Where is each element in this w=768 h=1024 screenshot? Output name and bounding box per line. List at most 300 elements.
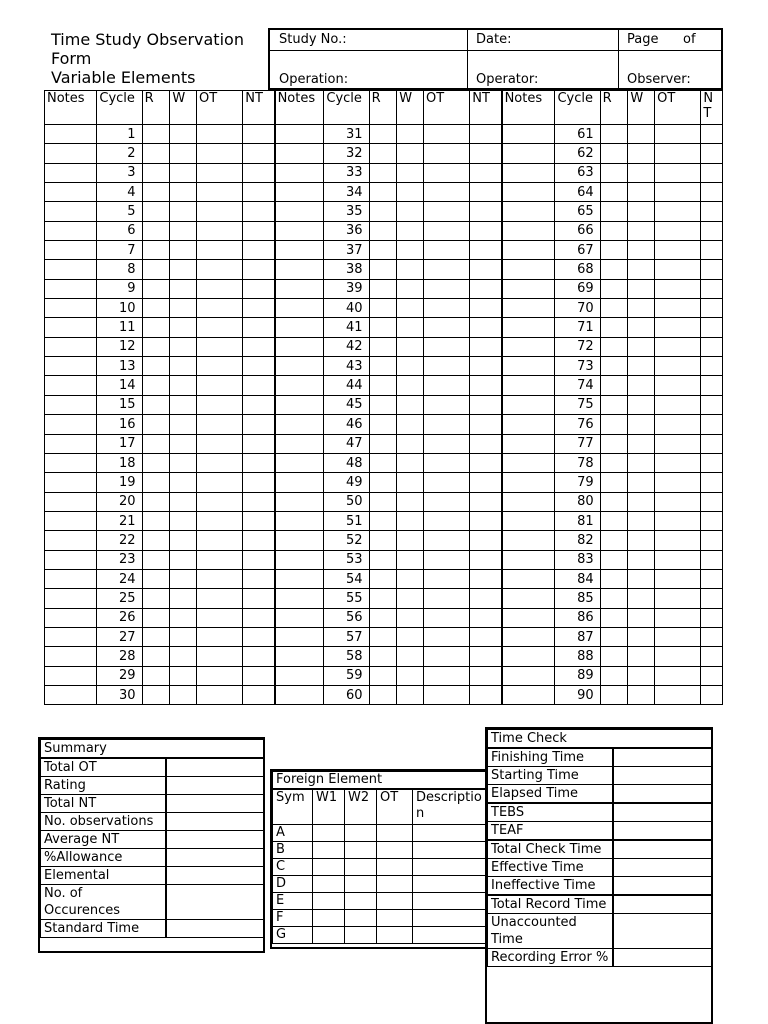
- entry-cell[interactable]: [243, 569, 275, 588]
- entry-cell[interactable]: [170, 531, 197, 550]
- entry-cell[interactable]: [470, 473, 502, 492]
- entry-cell[interactable]: [600, 279, 628, 298]
- entry-cell[interactable]: [397, 608, 424, 627]
- entry-cell[interactable]: [628, 608, 655, 627]
- entry-cell[interactable]: [470, 492, 502, 511]
- entry-cell[interactable]: [655, 202, 701, 221]
- entry-cell[interactable]: [470, 627, 502, 646]
- entry-cell[interactable]: [628, 241, 655, 260]
- entry-cell[interactable]: [600, 627, 628, 646]
- entry-cell[interactable]: [170, 589, 197, 608]
- page-label[interactable]: Page: [627, 32, 659, 47]
- entry-cell[interactable]: [369, 685, 397, 704]
- entry-cell[interactable]: [470, 337, 502, 356]
- entry-cell[interactable]: [275, 608, 324, 627]
- entry-cell[interactable]: [397, 125, 424, 144]
- entry-cell[interactable]: [701, 183, 723, 202]
- entry-cell[interactable]: [470, 260, 502, 279]
- entry-cell[interactable]: [628, 666, 655, 685]
- entry-cell[interactable]: [275, 163, 324, 182]
- entry-cell[interactable]: [701, 163, 723, 182]
- entry-cell[interactable]: [197, 241, 243, 260]
- entry-cell[interactable]: [470, 453, 502, 472]
- entry-cell[interactable]: [470, 279, 502, 298]
- entry-cell[interactable]: [142, 569, 170, 588]
- summary-value-cell[interactable]: [166, 831, 264, 849]
- operator-label[interactable]: Operator:: [476, 72, 539, 87]
- entry-cell[interactable]: [502, 473, 555, 492]
- foreign-entry-cell[interactable]: [377, 910, 413, 927]
- entry-cell[interactable]: [628, 511, 655, 530]
- entry-cell[interactable]: [275, 569, 324, 588]
- entry-cell[interactable]: [142, 511, 170, 530]
- entry-cell[interactable]: [275, 395, 324, 414]
- entry-cell[interactable]: [197, 511, 243, 530]
- entry-cell[interactable]: [701, 473, 723, 492]
- entry-cell[interactable]: [170, 627, 197, 646]
- foreign-entry-cell[interactable]: [313, 859, 345, 876]
- entry-cell[interactable]: [170, 434, 197, 453]
- entry-cell[interactable]: [369, 531, 397, 550]
- entry-cell[interactable]: [502, 279, 555, 298]
- entry-cell[interactable]: [424, 337, 470, 356]
- entry-cell[interactable]: [424, 125, 470, 144]
- entry-cell[interactable]: [502, 299, 555, 318]
- entry-cell[interactable]: [502, 531, 555, 550]
- entry-cell[interactable]: [45, 318, 97, 337]
- entry-cell[interactable]: [655, 415, 701, 434]
- entry-cell[interactable]: [502, 260, 555, 279]
- entry-cell[interactable]: [369, 144, 397, 163]
- entry-cell[interactable]: [628, 163, 655, 182]
- entry-cell[interactable]: [600, 569, 628, 588]
- entry-cell[interactable]: [655, 357, 701, 376]
- entry-cell[interactable]: [600, 473, 628, 492]
- entry-cell[interactable]: [600, 608, 628, 627]
- entry-cell[interactable]: [142, 453, 170, 472]
- entry-cell[interactable]: [600, 589, 628, 608]
- entry-cell[interactable]: [424, 608, 470, 627]
- entry-cell[interactable]: [628, 647, 655, 666]
- entry-cell[interactable]: [655, 221, 701, 240]
- entry-cell[interactable]: [628, 531, 655, 550]
- entry-cell[interactable]: [424, 357, 470, 376]
- entry-cell[interactable]: [502, 241, 555, 260]
- entry-cell[interactable]: [243, 608, 275, 627]
- foreign-entry-cell[interactable]: [313, 825, 345, 842]
- entry-cell[interactable]: [701, 279, 723, 298]
- foreign-entry-cell[interactable]: [413, 927, 489, 944]
- entry-cell[interactable]: [600, 183, 628, 202]
- entry-cell[interactable]: [170, 144, 197, 163]
- entry-cell[interactable]: [197, 163, 243, 182]
- entry-cell[interactable]: [197, 492, 243, 511]
- entry-cell[interactable]: [397, 492, 424, 511]
- entry-cell[interactable]: [197, 473, 243, 492]
- entry-cell[interactable]: [424, 376, 470, 395]
- entry-cell[interactable]: [243, 492, 275, 511]
- entry-cell[interactable]: [424, 492, 470, 511]
- entry-cell[interactable]: [655, 125, 701, 144]
- entry-cell[interactable]: [628, 202, 655, 221]
- entry-cell[interactable]: [142, 144, 170, 163]
- entry-cell[interactable]: [628, 550, 655, 569]
- entry-cell[interactable]: [628, 183, 655, 202]
- entry-cell[interactable]: [655, 163, 701, 182]
- entry-cell[interactable]: [701, 531, 723, 550]
- entry-cell[interactable]: [470, 647, 502, 666]
- entry-cell[interactable]: [701, 125, 723, 144]
- entry-cell[interactable]: [701, 647, 723, 666]
- entry-cell[interactable]: [655, 685, 701, 704]
- entry-cell[interactable]: [424, 395, 470, 414]
- entry-cell[interactable]: [275, 241, 324, 260]
- entry-cell[interactable]: [424, 685, 470, 704]
- summary-value-cell[interactable]: [166, 758, 264, 777]
- entry-cell[interactable]: [628, 299, 655, 318]
- entry-cell[interactable]: [243, 260, 275, 279]
- entry-cell[interactable]: [275, 685, 324, 704]
- entry-cell[interactable]: [600, 125, 628, 144]
- entry-cell[interactable]: [369, 125, 397, 144]
- entry-cell[interactable]: [600, 318, 628, 337]
- entry-cell[interactable]: [275, 511, 324, 530]
- entry-cell[interactable]: [424, 434, 470, 453]
- entry-cell[interactable]: [628, 260, 655, 279]
- entry-cell[interactable]: [243, 144, 275, 163]
- study-no-label[interactable]: Study No.:: [279, 32, 347, 47]
- entry-cell[interactable]: [197, 415, 243, 434]
- entry-cell[interactable]: [600, 550, 628, 569]
- entry-cell[interactable]: [397, 279, 424, 298]
- entry-cell[interactable]: [470, 241, 502, 260]
- foreign-entry-cell[interactable]: [377, 859, 413, 876]
- entry-cell[interactable]: [502, 357, 555, 376]
- entry-cell[interactable]: [197, 453, 243, 472]
- entry-cell[interactable]: [397, 357, 424, 376]
- entry-cell[interactable]: [502, 395, 555, 414]
- entry-cell[interactable]: [275, 125, 324, 144]
- entry-cell[interactable]: [170, 318, 197, 337]
- entry-cell[interactable]: [170, 221, 197, 240]
- entry-cell[interactable]: [701, 434, 723, 453]
- entry-cell[interactable]: [369, 666, 397, 685]
- entry-cell[interactable]: [243, 666, 275, 685]
- foreign-entry-cell[interactable]: [345, 910, 377, 927]
- entry-cell[interactable]: [170, 279, 197, 298]
- entry-cell[interactable]: [701, 260, 723, 279]
- entry-cell[interactable]: [397, 376, 424, 395]
- entry-cell[interactable]: [701, 395, 723, 414]
- entry-cell[interactable]: [397, 569, 424, 588]
- entry-cell[interactable]: [243, 163, 275, 182]
- entry-cell[interactable]: [243, 357, 275, 376]
- summary-value-cell[interactable]: [166, 777, 264, 795]
- entry-cell[interactable]: [470, 415, 502, 434]
- entry-cell[interactable]: [45, 260, 97, 279]
- time-check-value-cell[interactable]: [613, 914, 712, 949]
- entry-cell[interactable]: [397, 666, 424, 685]
- foreign-entry-cell[interactable]: [413, 842, 489, 859]
- entry-cell[interactable]: [397, 685, 424, 704]
- entry-cell[interactable]: [502, 627, 555, 646]
- entry-cell[interactable]: [701, 569, 723, 588]
- entry-cell[interactable]: [170, 337, 197, 356]
- entry-cell[interactable]: [600, 492, 628, 511]
- entry-cell[interactable]: [197, 395, 243, 414]
- entry-cell[interactable]: [142, 299, 170, 318]
- entry-cell[interactable]: [502, 144, 555, 163]
- foreign-entry-cell[interactable]: [313, 927, 345, 944]
- entry-cell[interactable]: [197, 531, 243, 550]
- summary-value-cell[interactable]: [166, 849, 264, 867]
- time-check-value-cell[interactable]: [613, 949, 712, 967]
- entry-cell[interactable]: [470, 608, 502, 627]
- entry-cell[interactable]: [424, 299, 470, 318]
- entry-cell[interactable]: [142, 376, 170, 395]
- time-check-value-cell[interactable]: [613, 748, 712, 767]
- entry-cell[interactable]: [142, 415, 170, 434]
- entry-cell[interactable]: [142, 434, 170, 453]
- entry-cell[interactable]: [470, 299, 502, 318]
- entry-cell[interactable]: [397, 434, 424, 453]
- entry-cell[interactable]: [243, 202, 275, 221]
- entry-cell[interactable]: [45, 608, 97, 627]
- entry-cell[interactable]: [45, 241, 97, 260]
- entry-cell[interactable]: [369, 163, 397, 182]
- entry-cell[interactable]: [655, 376, 701, 395]
- entry-cell[interactable]: [655, 183, 701, 202]
- entry-cell[interactable]: [701, 241, 723, 260]
- entry-cell[interactable]: [369, 647, 397, 666]
- entry-cell[interactable]: [197, 144, 243, 163]
- entry-cell[interactable]: [142, 125, 170, 144]
- entry-cell[interactable]: [170, 473, 197, 492]
- entry-cell[interactable]: [369, 395, 397, 414]
- entry-cell[interactable]: [369, 183, 397, 202]
- entry-cell[interactable]: [397, 183, 424, 202]
- entry-cell[interactable]: [170, 299, 197, 318]
- foreign-entry-cell[interactable]: [413, 876, 489, 893]
- summary-value-cell[interactable]: [166, 885, 264, 920]
- entry-cell[interactable]: [502, 608, 555, 627]
- time-check-value-cell[interactable]: [613, 785, 712, 804]
- entry-cell[interactable]: [655, 279, 701, 298]
- entry-cell[interactable]: [275, 473, 324, 492]
- summary-value-cell[interactable]: [166, 867, 264, 885]
- entry-cell[interactable]: [142, 163, 170, 182]
- entry-cell[interactable]: [502, 589, 555, 608]
- foreign-entry-cell[interactable]: [313, 910, 345, 927]
- entry-cell[interactable]: [243, 627, 275, 646]
- entry-cell[interactable]: [502, 666, 555, 685]
- entry-cell[interactable]: [197, 685, 243, 704]
- entry-cell[interactable]: [424, 666, 470, 685]
- entry-cell[interactable]: [397, 627, 424, 646]
- entry-cell[interactable]: [142, 221, 170, 240]
- entry-cell[interactable]: [243, 473, 275, 492]
- entry-cell[interactable]: [424, 144, 470, 163]
- entry-cell[interactable]: [170, 569, 197, 588]
- entry-cell[interactable]: [655, 647, 701, 666]
- entry-cell[interactable]: [45, 144, 97, 163]
- entry-cell[interactable]: [397, 241, 424, 260]
- entry-cell[interactable]: [369, 241, 397, 260]
- entry-cell[interactable]: [628, 395, 655, 414]
- foreign-entry-cell[interactable]: [377, 825, 413, 842]
- foreign-entry-cell[interactable]: [413, 825, 489, 842]
- entry-cell[interactable]: [142, 531, 170, 550]
- entry-cell[interactable]: [655, 260, 701, 279]
- entry-cell[interactable]: [424, 453, 470, 472]
- entry-cell[interactable]: [197, 357, 243, 376]
- entry-cell[interactable]: [470, 357, 502, 376]
- entry-cell[interactable]: [470, 376, 502, 395]
- time-check-value-cell[interactable]: [613, 895, 712, 914]
- foreign-entry-cell[interactable]: [313, 842, 345, 859]
- entry-cell[interactable]: [701, 221, 723, 240]
- entry-cell[interactable]: [424, 550, 470, 569]
- entry-cell[interactable]: [424, 589, 470, 608]
- entry-cell[interactable]: [197, 337, 243, 356]
- entry-cell[interactable]: [701, 357, 723, 376]
- entry-cell[interactable]: [655, 453, 701, 472]
- entry-cell[interactable]: [142, 608, 170, 627]
- entry-cell[interactable]: [655, 569, 701, 588]
- entry-cell[interactable]: [142, 202, 170, 221]
- time-check-value-cell[interactable]: [613, 859, 712, 877]
- entry-cell[interactable]: [600, 415, 628, 434]
- entry-cell[interactable]: [243, 685, 275, 704]
- entry-cell[interactable]: [142, 589, 170, 608]
- entry-cell[interactable]: [502, 647, 555, 666]
- foreign-entry-cell[interactable]: [377, 893, 413, 910]
- entry-cell[interactable]: [45, 589, 97, 608]
- entry-cell[interactable]: [600, 666, 628, 685]
- entry-cell[interactable]: [628, 357, 655, 376]
- entry-cell[interactable]: [600, 357, 628, 376]
- entry-cell[interactable]: [45, 434, 97, 453]
- entry-cell[interactable]: [170, 415, 197, 434]
- entry-cell[interactable]: [170, 163, 197, 182]
- entry-cell[interactable]: [502, 569, 555, 588]
- entry-cell[interactable]: [369, 299, 397, 318]
- entry-cell[interactable]: [397, 221, 424, 240]
- entry-cell[interactable]: [243, 550, 275, 569]
- entry-cell[interactable]: [170, 241, 197, 260]
- entry-cell[interactable]: [142, 395, 170, 414]
- entry-cell[interactable]: [45, 511, 97, 530]
- entry-cell[interactable]: [45, 627, 97, 646]
- entry-cell[interactable]: [243, 183, 275, 202]
- entry-cell[interactable]: [275, 221, 324, 240]
- entry-cell[interactable]: [275, 415, 324, 434]
- entry-cell[interactable]: [470, 550, 502, 569]
- entry-cell[interactable]: [243, 531, 275, 550]
- foreign-entry-cell[interactable]: [345, 859, 377, 876]
- entry-cell[interactable]: [397, 511, 424, 530]
- entry-cell[interactable]: [197, 608, 243, 627]
- entry-cell[interactable]: [502, 163, 555, 182]
- entry-cell[interactable]: [628, 376, 655, 395]
- entry-cell[interactable]: [701, 608, 723, 627]
- entry-cell[interactable]: [502, 453, 555, 472]
- entry-cell[interactable]: [424, 163, 470, 182]
- entry-cell[interactable]: [424, 318, 470, 337]
- entry-cell[interactable]: [243, 453, 275, 472]
- entry-cell[interactable]: [655, 511, 701, 530]
- foreign-entry-cell[interactable]: [377, 876, 413, 893]
- entry-cell[interactable]: [142, 473, 170, 492]
- entry-cell[interactable]: [275, 550, 324, 569]
- entry-cell[interactable]: [275, 376, 324, 395]
- entry-cell[interactable]: [170, 666, 197, 685]
- entry-cell[interactable]: [142, 627, 170, 646]
- foreign-entry-cell[interactable]: [345, 825, 377, 842]
- entry-cell[interactable]: [243, 434, 275, 453]
- entry-cell[interactable]: [470, 569, 502, 588]
- entry-cell[interactable]: [397, 473, 424, 492]
- entry-cell[interactable]: [628, 492, 655, 511]
- entry-cell[interactable]: [502, 183, 555, 202]
- entry-cell[interactable]: [275, 318, 324, 337]
- entry-cell[interactable]: [701, 453, 723, 472]
- entry-cell[interactable]: [397, 395, 424, 414]
- entry-cell[interactable]: [628, 318, 655, 337]
- entry-cell[interactable]: [142, 666, 170, 685]
- entry-cell[interactable]: [45, 569, 97, 588]
- entry-cell[interactable]: [197, 183, 243, 202]
- entry-cell[interactable]: [424, 647, 470, 666]
- entry-cell[interactable]: [655, 531, 701, 550]
- time-check-value-cell[interactable]: [613, 877, 712, 896]
- foreign-entry-cell[interactable]: [313, 876, 345, 893]
- entry-cell[interactable]: [655, 666, 701, 685]
- entry-cell[interactable]: [424, 183, 470, 202]
- entry-cell[interactable]: [369, 453, 397, 472]
- entry-cell[interactable]: [142, 183, 170, 202]
- entry-cell[interactable]: [502, 415, 555, 434]
- entry-cell[interactable]: [628, 144, 655, 163]
- entry-cell[interactable]: [701, 202, 723, 221]
- entry-cell[interactable]: [600, 241, 628, 260]
- entry-cell[interactable]: [275, 434, 324, 453]
- entry-cell[interactable]: [701, 550, 723, 569]
- entry-cell[interactable]: [655, 550, 701, 569]
- entry-cell[interactable]: [197, 318, 243, 337]
- entry-cell[interactable]: [502, 685, 555, 704]
- entry-cell[interactable]: [655, 299, 701, 318]
- entry-cell[interactable]: [275, 589, 324, 608]
- entry-cell[interactable]: [197, 647, 243, 666]
- entry-cell[interactable]: [502, 202, 555, 221]
- operation-label[interactable]: Operation:: [279, 72, 349, 87]
- entry-cell[interactable]: [502, 511, 555, 530]
- entry-cell[interactable]: [369, 202, 397, 221]
- entry-cell[interactable]: [424, 279, 470, 298]
- entry-cell[interactable]: [170, 608, 197, 627]
- entry-cell[interactable]: [197, 666, 243, 685]
- foreign-entry-cell[interactable]: [413, 893, 489, 910]
- entry-cell[interactable]: [275, 202, 324, 221]
- entry-cell[interactable]: [424, 473, 470, 492]
- entry-cell[interactable]: [197, 202, 243, 221]
- entry-cell[interactable]: [701, 589, 723, 608]
- entry-cell[interactable]: [45, 202, 97, 221]
- summary-value-cell[interactable]: [166, 795, 264, 813]
- entry-cell[interactable]: [275, 260, 324, 279]
- entry-cell[interactable]: [600, 299, 628, 318]
